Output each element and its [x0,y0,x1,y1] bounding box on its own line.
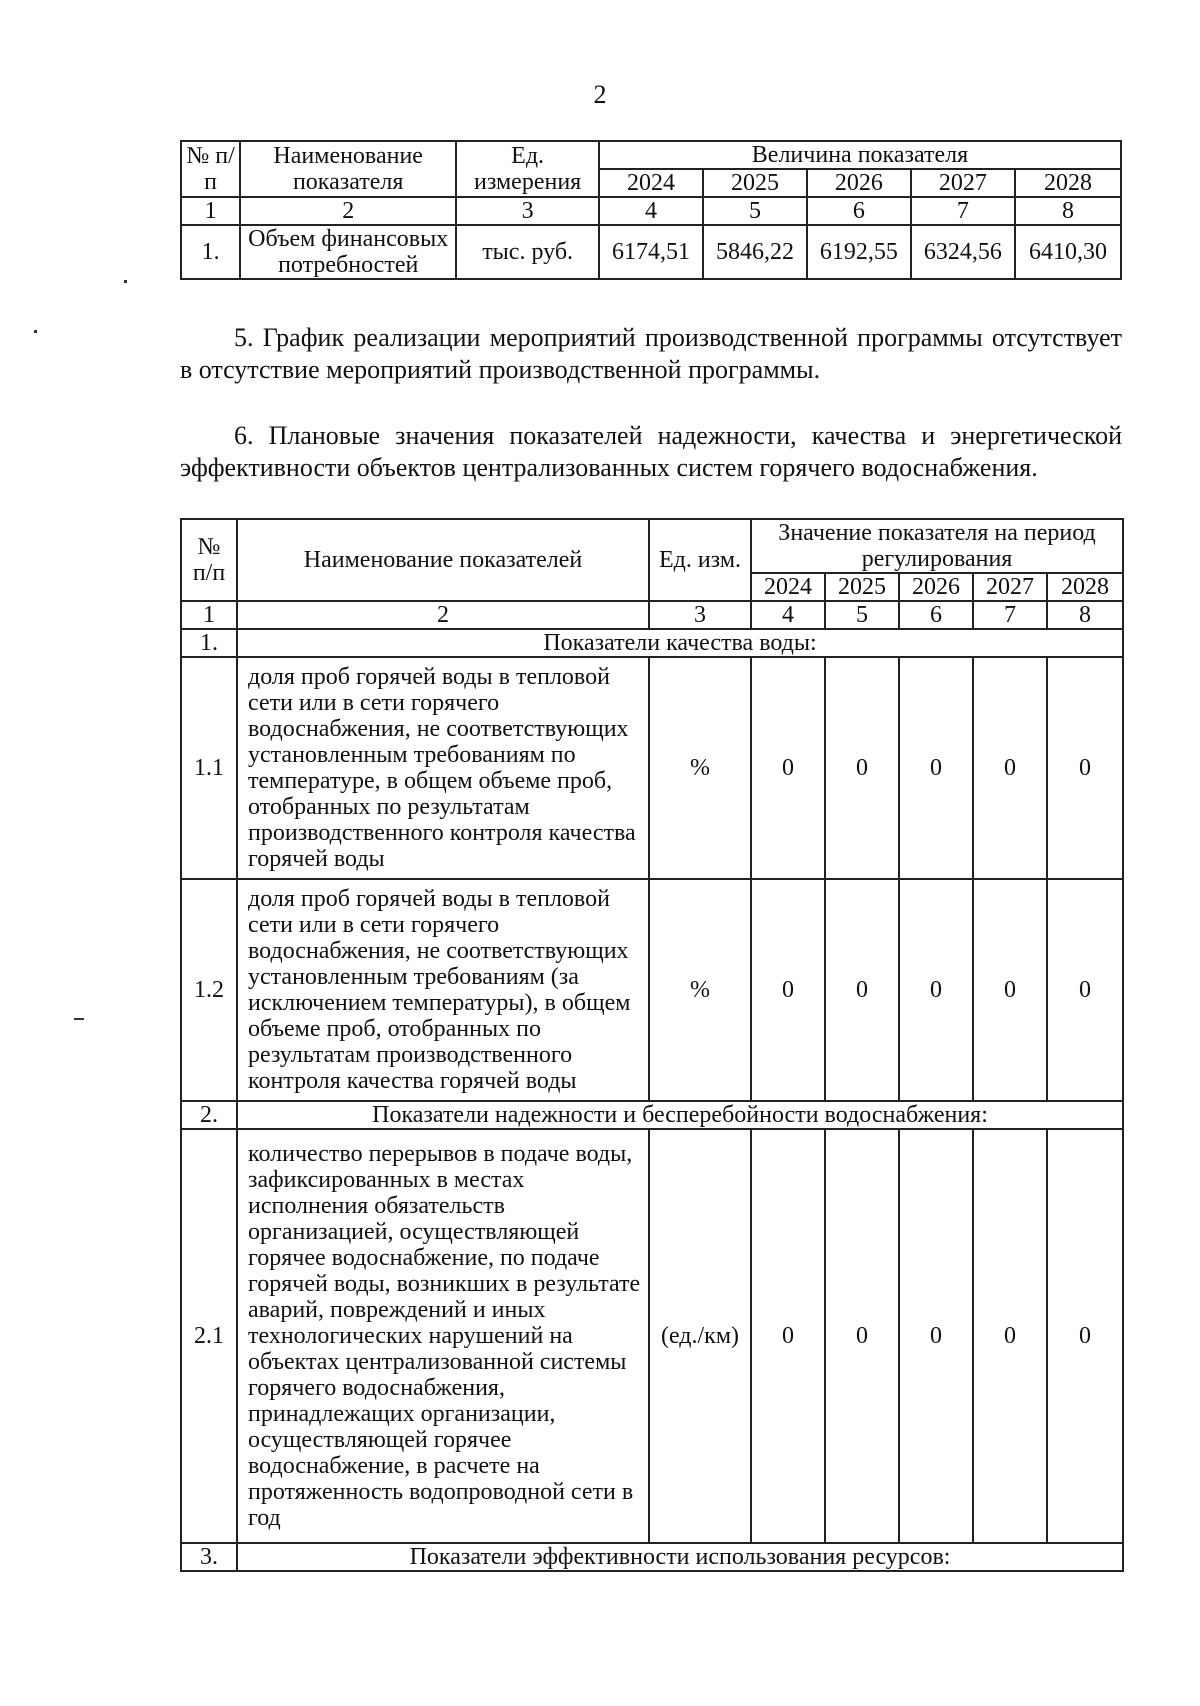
header-year: 2024 [599,169,703,197]
header-year: 2026 [899,573,973,601]
section-num: 2. [181,1101,237,1129]
column-number-row [181,197,1121,225]
row-unit: % [649,657,751,879]
row-num: 1.1 [181,657,237,879]
header-year: 2028 [1015,169,1121,197]
row-name: Объем финансовых потребностей [240,225,456,279]
column-number-row [181,601,1123,629]
row-value: 0 [825,1129,899,1543]
column-number: 5 [703,197,807,225]
row-value: 0 [973,657,1047,879]
section-row [181,629,1123,657]
row-value: 0 [825,657,899,879]
header-year: 2027 [911,169,1015,197]
header-unit: Ед. изм. [649,519,751,601]
financial-needs-table [180,140,1122,280]
header-year: 2024 [751,573,825,601]
paragraph-5: 5. График реализации мероприятий производственной программы отсутствует в отсутствие мероприятий производственной программы. [180,323,1122,384]
header-num: № п/п [181,519,237,601]
column-number: 3 [456,197,599,225]
section-row [181,1543,1123,1571]
table-row [181,1129,1123,1543]
scan-speck [124,280,127,283]
table-header-row [181,519,1123,573]
row-value: 0 [973,879,1047,1101]
row-name: доля проб горячей воды в тепловой сети или в сети горячего водоснабжения, не соответствующих установленным требованиям по температуре, в общем объеме проб, отобранных по результатам производственного контроля качества горячей воды [237,657,649,879]
header-name: Наименование показателей [237,519,649,601]
row-num: 1. [181,225,240,279]
header-num: № п/п [181,141,240,197]
row-name: количество перерывов в подаче воды, зафиксированных в местах исполнения обязательств организацией, осуществляющей горячее водоснабжение, по подаче горячей воды, возникших в результате аварий, повреждений и иных технологических нарушений на объектах централизованной системы горячего водоснабжения, принадлежащих организации, осуществляющей горячее водоснабжение, в расчете на протяженность водопроводной сети в год [237,1129,649,1543]
section-num: 1. [181,629,237,657]
header-name: Наименование показателя [240,141,456,197]
column-number: 1 [181,601,237,629]
column-number: 6 [807,197,911,225]
scan-speck [34,330,37,333]
row-value: 0 [751,879,825,1101]
header-value-group: Значение показателя на период регулирования [751,519,1123,573]
row-value: 5846,22 [703,225,807,279]
column-number: 3 [649,601,751,629]
column-number: 2 [237,601,649,629]
row-value: 6410,30 [1015,225,1121,279]
row-value: 0 [899,657,973,879]
scan-dash [74,1018,84,1020]
column-number: 4 [599,197,703,225]
row-value: 0 [899,879,973,1101]
row-name: доля проб горячей воды в тепловой сети или в сети горячего водоснабжения, не соответствующих установленным требованиям (за исключением температуры), в общем объеме проб, отобранных по результатам производственного контроля качества горячей воды [237,879,649,1101]
row-value: 0 [1047,879,1123,1101]
row-value: 0 [899,1129,973,1543]
column-number: 1 [181,197,240,225]
row-value: 6192,55 [807,225,911,279]
column-number: 7 [911,197,1015,225]
table-row [181,879,1123,1101]
column-number: 8 [1047,601,1123,629]
row-num: 1.2 [181,879,237,1101]
row-unit: % [649,879,751,1101]
section-row [181,1101,1123,1129]
header-year: 2028 [1047,573,1123,601]
column-number: 8 [1015,197,1121,225]
column-number: 4 [751,601,825,629]
row-value: 0 [825,879,899,1101]
row-value: 0 [973,1129,1047,1543]
header-value-group: Величина показателя [599,141,1121,169]
header-year: 2026 [807,169,911,197]
section-label: Показатели качества воды: [237,629,1123,657]
table-header-row [181,141,1121,169]
row-value: 6324,56 [911,225,1015,279]
table-row [181,657,1123,879]
row-value: 0 [751,1129,825,1543]
row-unit: (ед./км) [649,1129,751,1543]
column-number: 5 [825,601,899,629]
section-label: Показатели надежности и бесперебойности водоснабжения: [237,1101,1123,1129]
row-value: 0 [1047,1129,1123,1543]
header-year: 2025 [703,169,807,197]
row-num: 2.1 [181,1129,237,1543]
indicators-table [180,518,1124,1572]
header-year: 2025 [825,573,899,601]
column-number: 2 [240,197,456,225]
section-num: 3. [181,1543,237,1571]
row-unit: тыс. руб. [456,225,599,279]
section-label: Показатели эффективности использования ресурсов: [237,1543,1123,1571]
column-number: 7 [973,601,1047,629]
row-value: 0 [751,657,825,879]
table-row [181,225,1121,279]
column-number: 6 [899,601,973,629]
page-number: 2 [593,80,607,109]
header-year: 2027 [973,573,1047,601]
paragraph-6: 6. Плановые значения показателей надежности, качества и энергетической эффективности объектов централизованных систем горячего водоснабжения. [180,421,1122,482]
row-value: 6174,51 [599,225,703,279]
row-value: 0 [1047,657,1123,879]
header-unit: Ед. измерения [456,141,599,197]
